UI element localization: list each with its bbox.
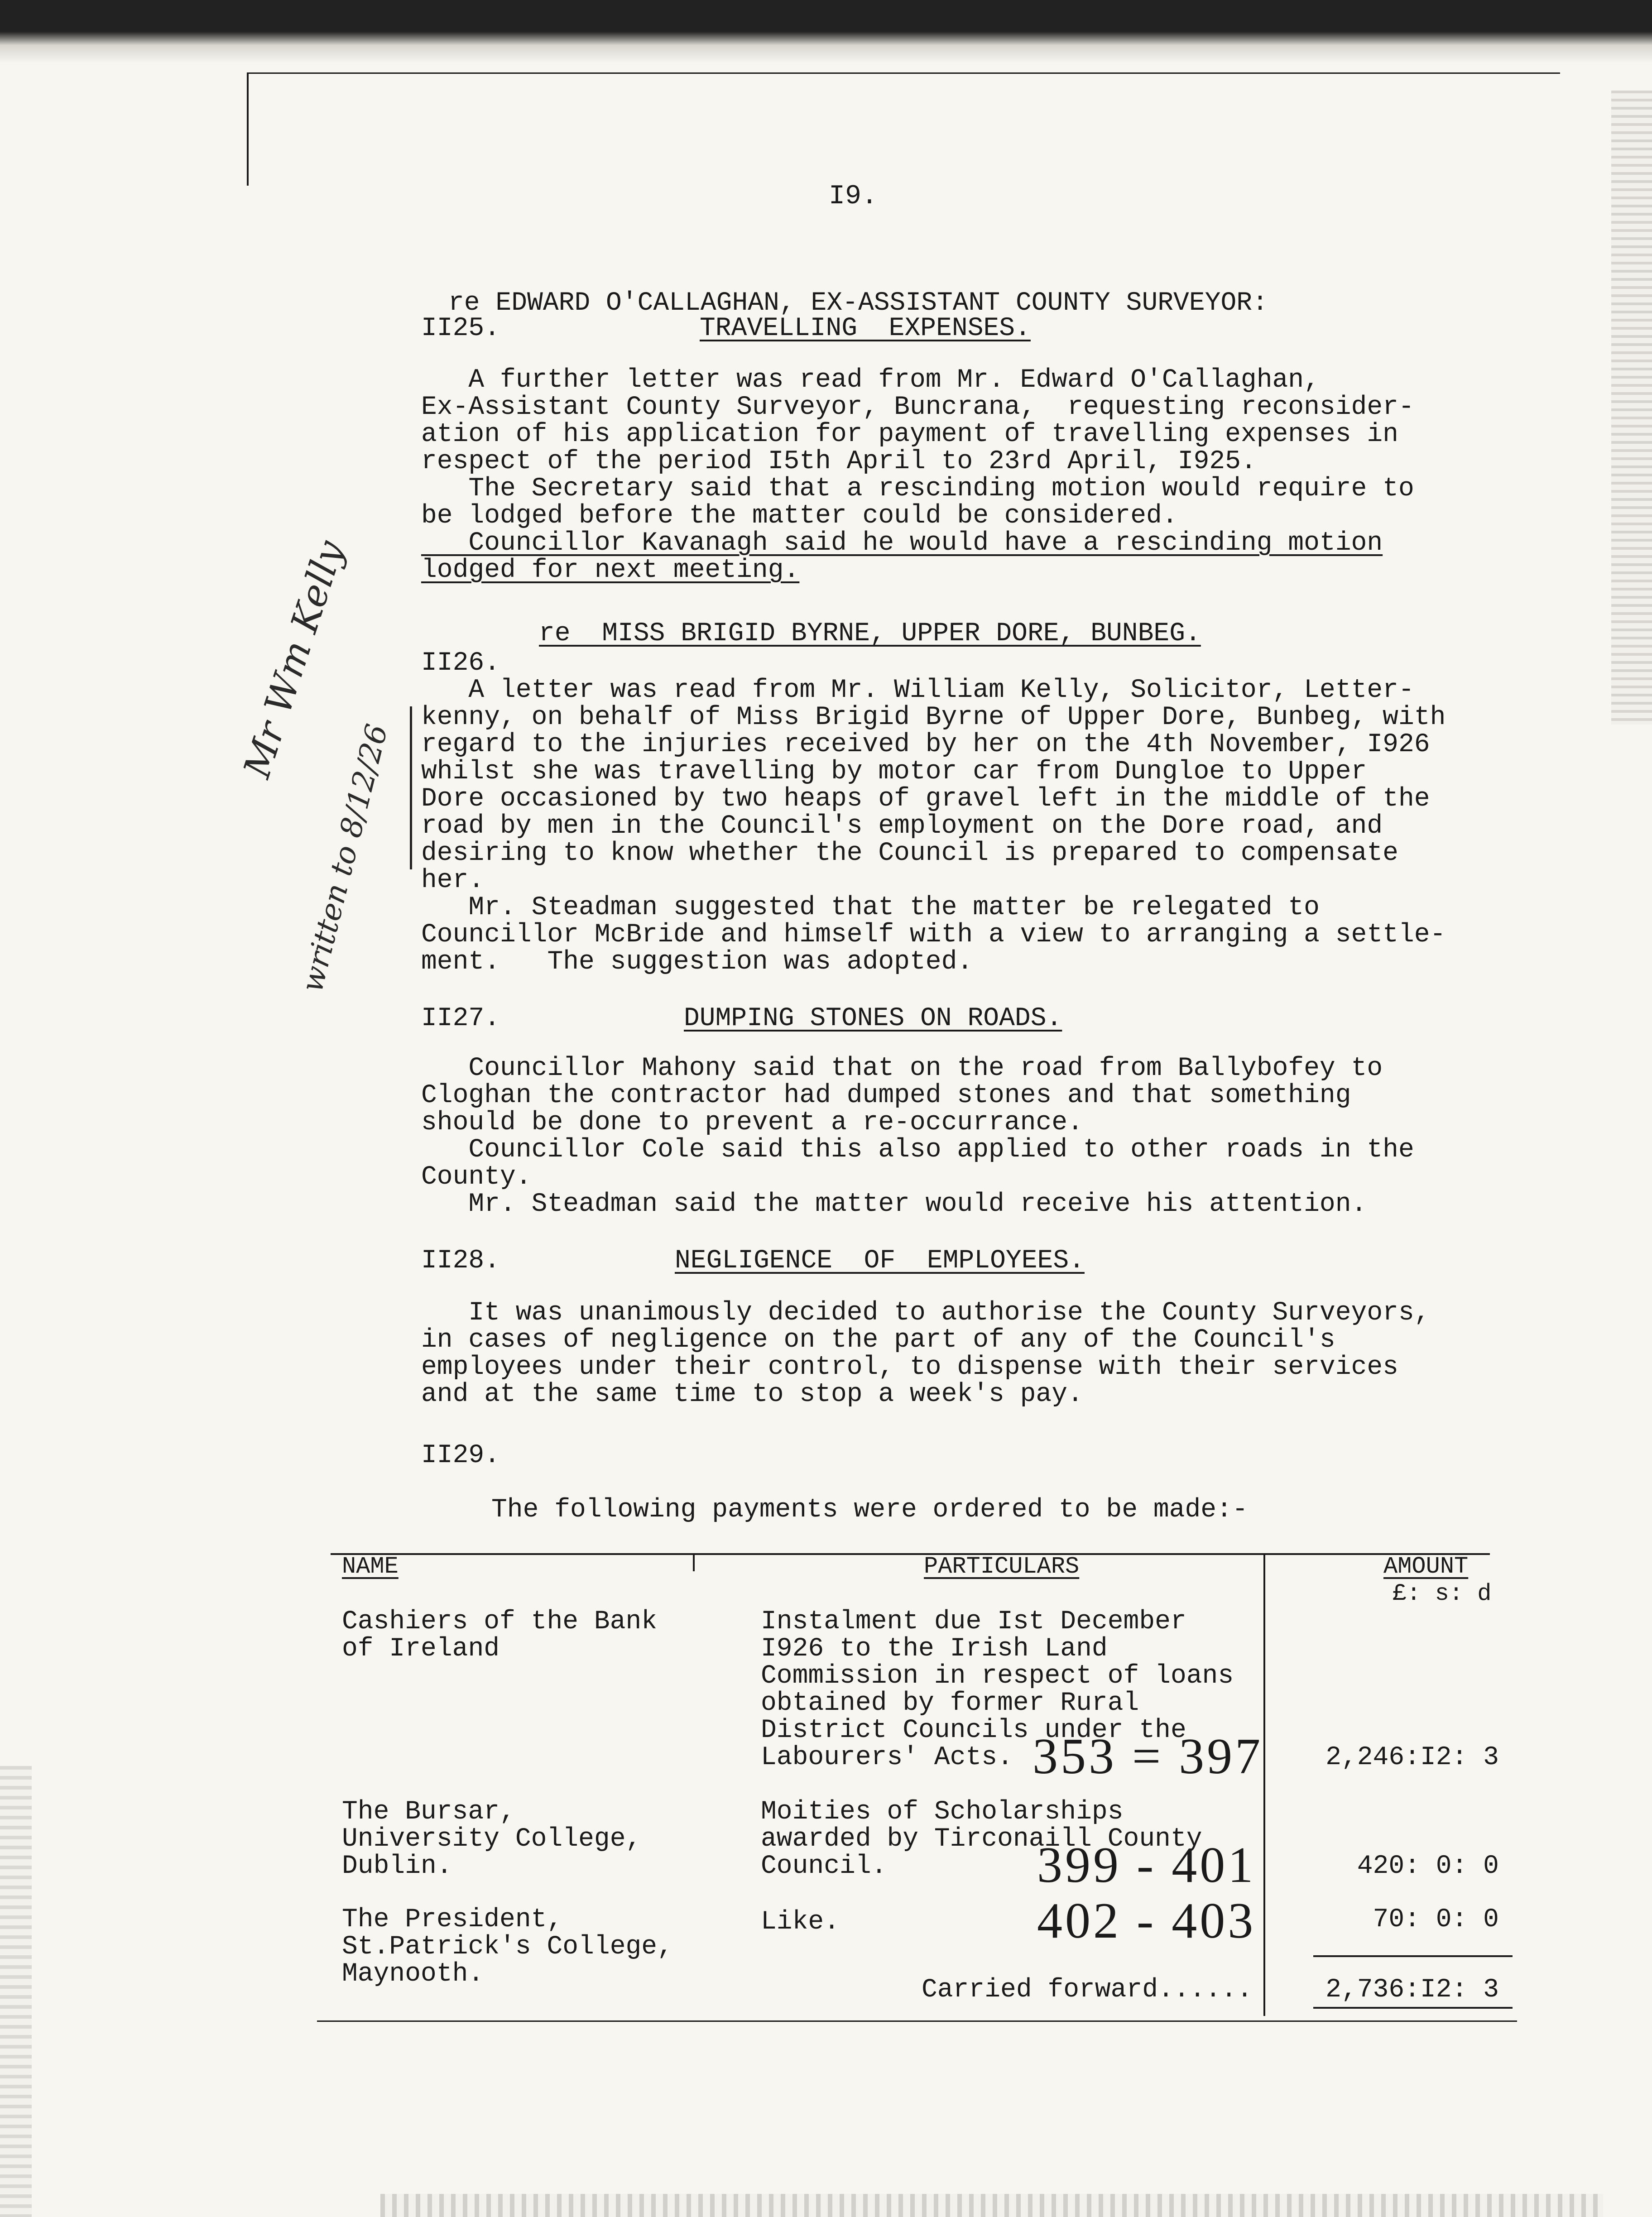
row-1-particulars-0: Instalment due Ist December <box>761 1607 1186 1636</box>
row-2-name-1: University College, <box>342 1824 642 1854</box>
row-1-name-0: Cashiers of the Bank <box>342 1607 658 1636</box>
scan-edge-left <box>0 1766 32 2217</box>
row-1-particulars-2: Commission in respect of loans <box>761 1661 1234 1691</box>
row-1-ref: 353 = 397 <box>1032 1728 1263 1785</box>
item-1128-number: II28. <box>421 1246 500 1276</box>
row-1-amount: 2,246:I2: 3 <box>1325 1743 1499 1772</box>
item-1126-line-4: Dore occasioned by two heaps of gravel left in the middle of the <box>421 784 1430 814</box>
table-divider-2 <box>1263 1554 1265 2016</box>
item-1128-line-2: employees under their control, to dispense with their services <box>421 1353 1398 1382</box>
row-2-name-0: The Bursar, <box>342 1797 515 1827</box>
item-1126-line-2: regard to the injuries received by her on the 4th November, I926 <box>421 730 1430 759</box>
table-top-rule <box>331 1553 1490 1555</box>
item-1126-line-5: road by men in the Council's employment on the Dore road, and <box>421 811 1383 841</box>
item-1125-line-5: be lodged before the matter could be considered. <box>421 501 1178 531</box>
item-1126-number: II26. <box>421 648 500 678</box>
item-1126-line-7: her. <box>421 866 485 895</box>
item-1127-title: DUMPING STONES ON ROADS. <box>684 1004 1062 1033</box>
page-number: I9. <box>829 181 878 212</box>
row-2-name-2: Dublin. <box>342 1852 452 1881</box>
item-1129-number: II29. <box>421 1441 500 1470</box>
scan-edge-bottom <box>380 2194 1603 2217</box>
table-header-units: £: s: d <box>1393 1580 1492 1607</box>
margin-mark-left <box>247 72 249 186</box>
row-2-particulars-1: awarded by Tirconaill County <box>761 1824 1202 1854</box>
item-1128-line-3: and at the same time to stop a week's pay. <box>421 1380 1083 1409</box>
item-1127-line-0: Councillor Mahony said that on the road from Ballybofey to <box>421 1054 1383 1083</box>
scan-edge-top <box>0 0 1652 63</box>
row-1-particulars-3: obtained by former Rural <box>761 1689 1139 1718</box>
item-1126-line-6: desiring to know whether the Council is prepared to compensate <box>421 839 1398 868</box>
item-1126-line-8: Mr. Steadman suggested that the matter be relegated to <box>421 893 1320 922</box>
item-1126-line-3: whilst she was travelling by motor car from Dungloe to Upper <box>421 757 1367 787</box>
item-1125-line-0: A further letter was read from Mr. Edward O'Callaghan, <box>421 365 1320 395</box>
row-3-particulars-0: Like. <box>761 1907 840 1937</box>
table-header-particulars: PARTICULARS <box>924 1553 1080 1580</box>
row-1-particulars-1: I926 to the Irish Land <box>761 1634 1108 1664</box>
item-1125-number: II25. <box>421 314 500 343</box>
subtotal-rule <box>1313 1955 1513 1957</box>
carried-forward-label: Carried forward...... <box>922 1975 1253 2005</box>
row-2-particulars-2: Council. <box>761 1852 887 1881</box>
item-1126-line-9: Councillor McBride and himself with a view to arranging a settle- <box>421 920 1446 950</box>
item-1127-line-1: Cloghan the contractor had dumped stones and that something <box>421 1081 1351 1110</box>
item-1126-line-10: ment. The suggestion was adopted. <box>421 947 973 977</box>
item-1127-line-5: Mr. Steadman said the matter would receive his attention. <box>421 1190 1367 1219</box>
page-fold-line <box>247 72 1560 74</box>
item-1126-line-0: A letter was read from Mr. William Kelly, Solicitor, Letter- <box>421 676 1414 705</box>
row-3-amount: 70: 0: 0 <box>1373 1905 1499 1934</box>
scan-edge-right <box>1611 91 1652 725</box>
margin-note-written: written to 8/12/26 <box>294 720 395 996</box>
margin-bracket <box>410 706 412 869</box>
margin-note-name: Mr Wm Kelly <box>235 535 353 783</box>
item-1127-line-2: should be done to prevent a re-occurrance. <box>421 1108 1083 1137</box>
item-1125-line-2: ation of his application for payment of travelling expenses in <box>421 420 1398 449</box>
item-1127-line-3: Councillor Cole said this also applied to other roads in the <box>421 1135 1414 1165</box>
item-1125-line-4: The Secretary said that a rescinding motion would require to <box>421 474 1414 504</box>
total-rule <box>1313 2007 1513 2009</box>
row-2-amount: 420: 0: 0 <box>1357 1852 1499 1881</box>
item-1128-line-1: in cases of negligence on the part of any of the Council's <box>421 1325 1335 1355</box>
item-1125-underlined-line1: Councillor Kavanagh said he would have a rescinding motion <box>421 528 1383 558</box>
item-1125-line-3: respect of the period I5th April to 23rd April, I925. <box>421 447 1257 476</box>
item-1128-title: NEGLIGENCE OF EMPLOYEES. <box>675 1246 1085 1276</box>
row-2-particulars-0: Moities of Scholarships <box>761 1797 1124 1827</box>
row-1-particulars-4: District Councils under the <box>761 1716 1186 1745</box>
item-1125-title-line1: re EDWARD O'CALLAGHAN, EX-ASSISTANT COUNTY SURVEYOR: <box>448 288 1268 318</box>
row-3-name-2: Maynooth. <box>342 1959 484 1989</box>
row-1-name-1: of Ireland <box>342 1634 500 1664</box>
carried-forward-amount: 2,736:I2: 3 <box>1325 1975 1499 2005</box>
row-3-ref: 402 - 403 <box>1037 1893 1256 1949</box>
table-bottom-rule <box>317 2020 1517 2022</box>
row-3-name-0: The President, <box>342 1905 563 1934</box>
item-1125-line-1: Ex-Assistant County Surveyor, Buncrana, requesting reconsider- <box>421 393 1414 422</box>
item-1127-number: II27. <box>421 1004 500 1033</box>
row-2-ref: 399 - 401 <box>1037 1837 1256 1893</box>
row-3-name-1: St.Patrick's College, <box>342 1932 673 1962</box>
table-header-amount: AMOUNT <box>1383 1553 1469 1580</box>
item-1128-line-0: It was unanimously decided to authorise the County Surveyors, <box>421 1298 1430 1328</box>
table-header-name: NAME <box>342 1553 399 1580</box>
item-1129-intro: The following payments were ordered to be made:- <box>491 1495 1248 1525</box>
item-1126-title: re MISS BRIGID BYRNE, UPPER DORE, BUNBEG. <box>539 619 1201 648</box>
row-1-particulars-5: Labourers' Acts. <box>761 1743 1013 1772</box>
item-1126-line-1: kenny, on behalf of Miss Brigid Byrne of Upper Dore, Bunbeg, with <box>421 703 1446 732</box>
item-1125-title-line2: TRAVELLING EXPENSES. <box>700 314 1031 343</box>
item-1125-underlined-line2: lodged for next meeting. <box>421 556 800 585</box>
item-1127-line-4: County. <box>421 1162 532 1192</box>
table-divider-1-top <box>693 1554 695 1571</box>
